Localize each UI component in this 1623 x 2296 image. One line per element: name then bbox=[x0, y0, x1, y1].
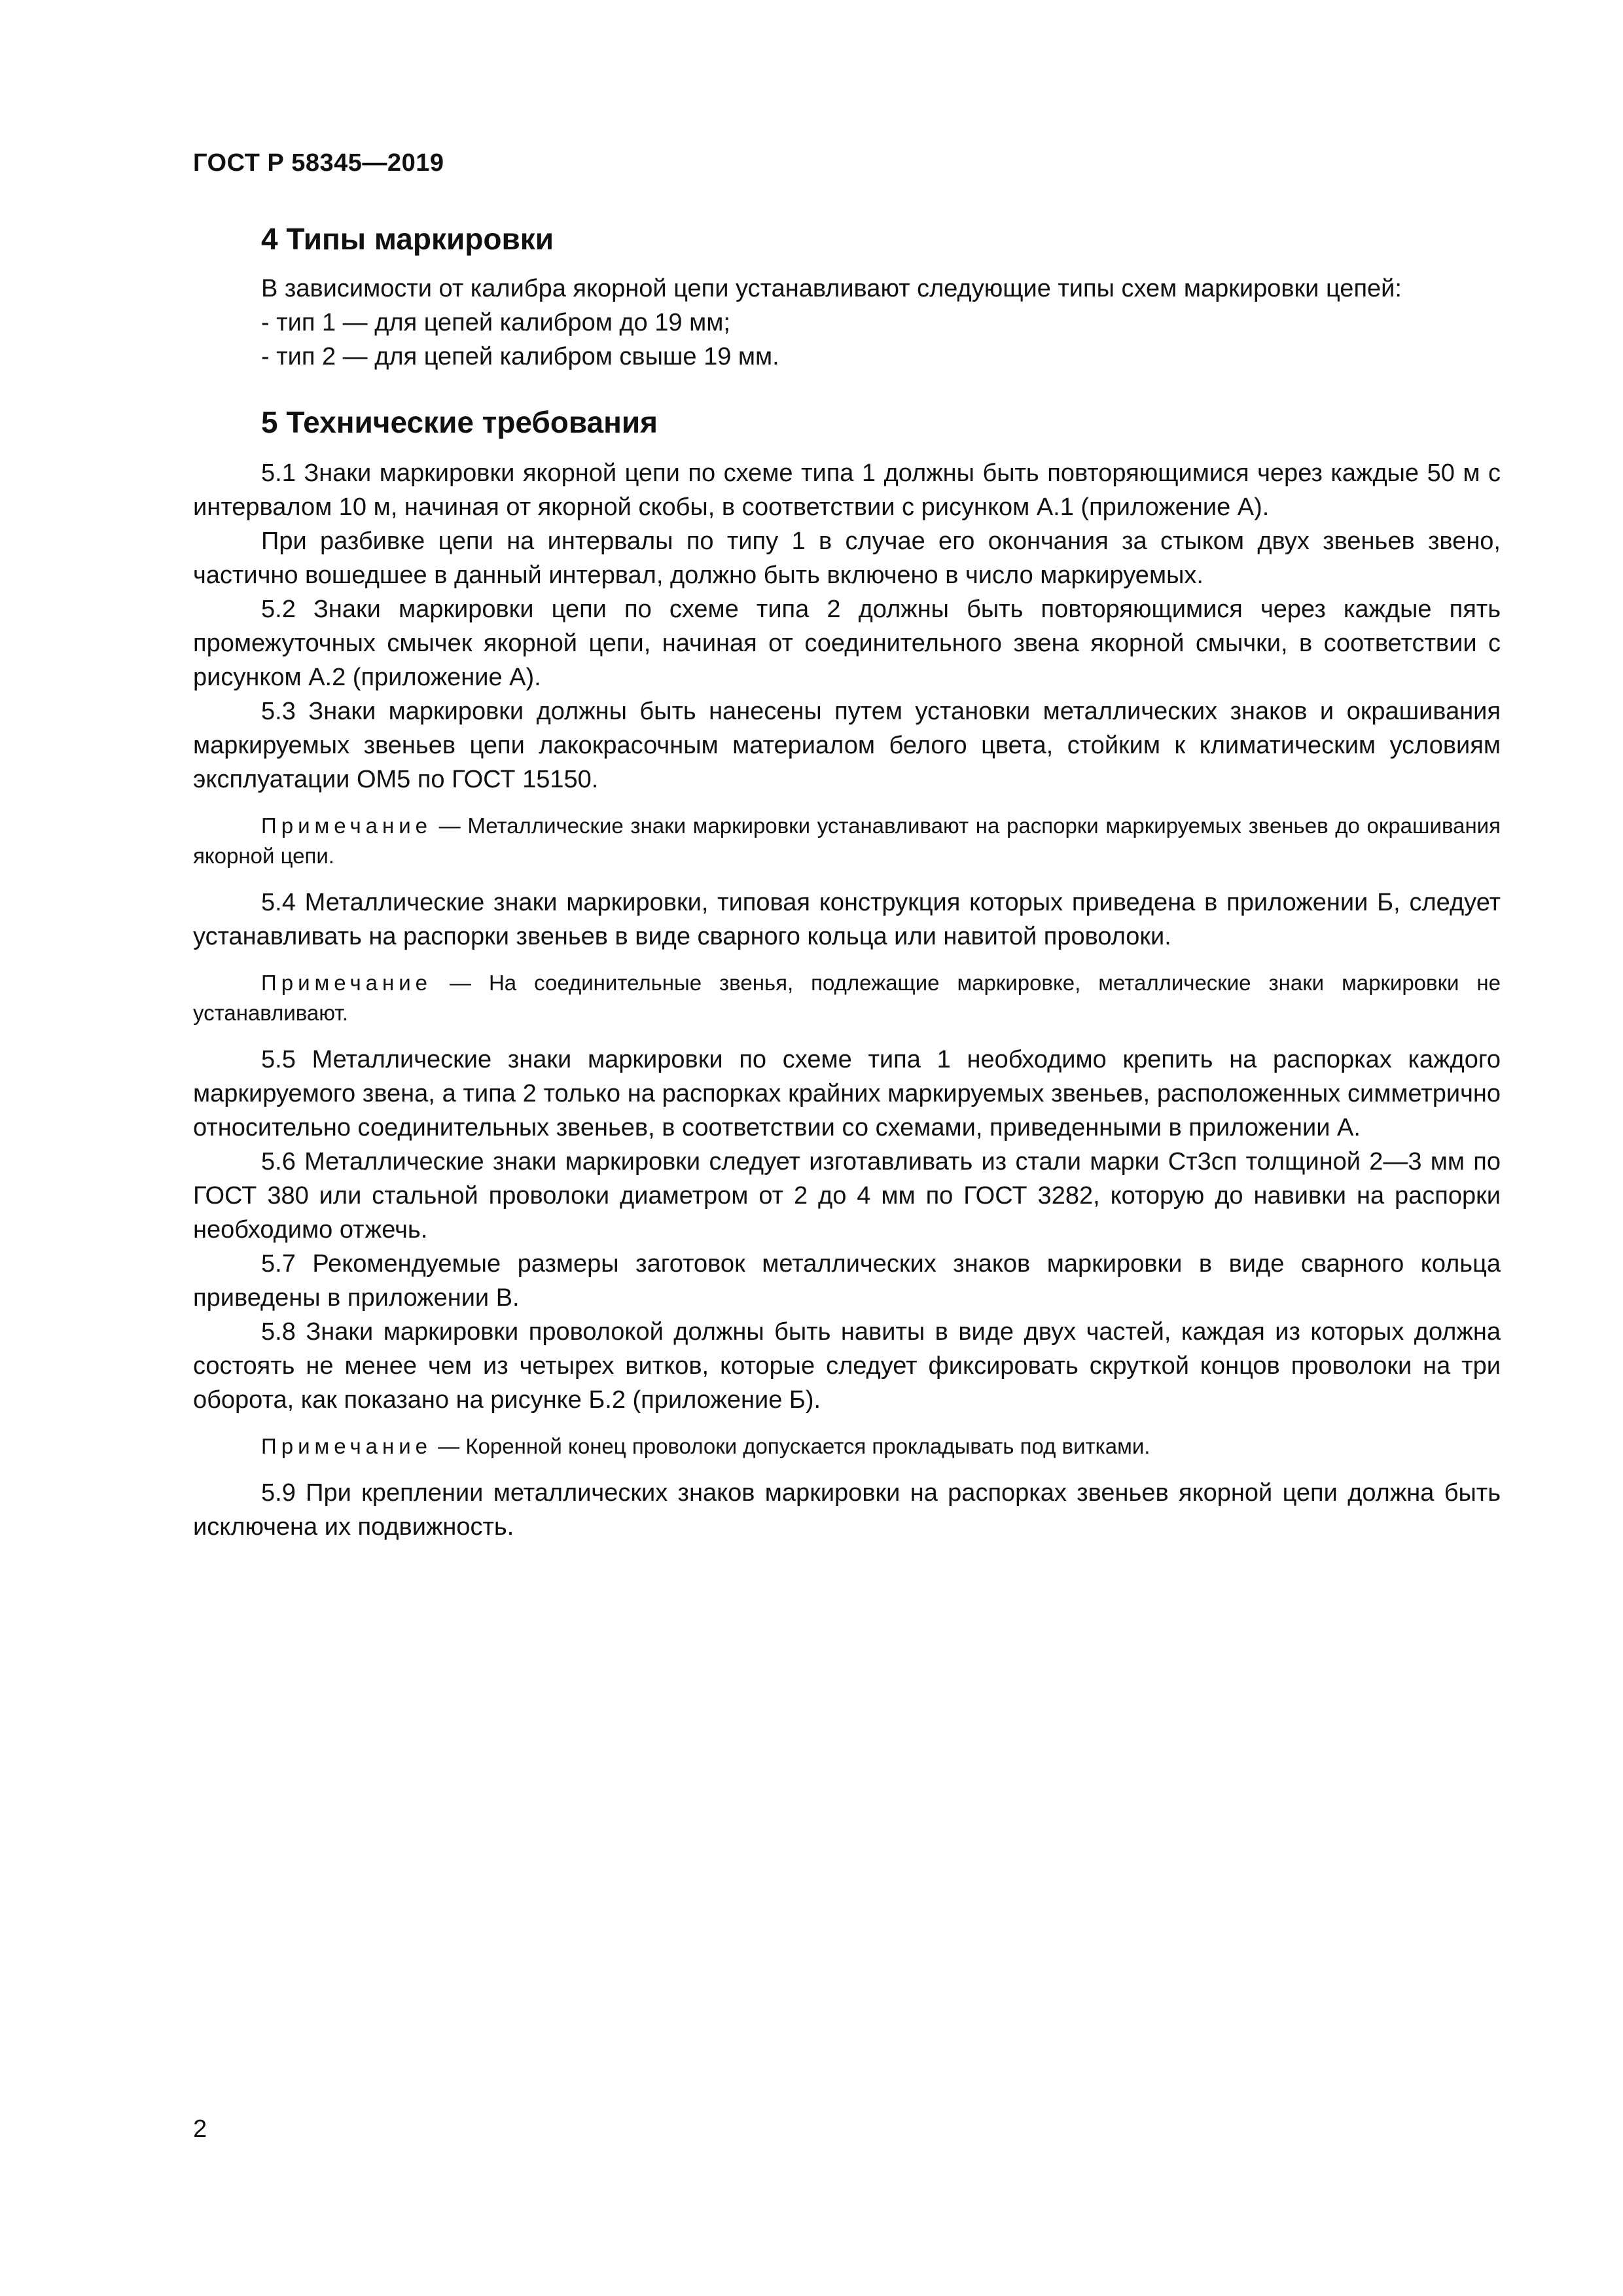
note-text: — Металлические знаки маркировки устанавливают на распорки маркируемых звеньев до окрашивания якорной цепи. bbox=[193, 814, 1501, 868]
paragraph-5-1: 5.1 Знаки маркировки якорной цепи по схеме типа 1 должны быть повторяющимися через каждые 50 м с интервалом 10 м, начиная от якорной скобы, в соответствии с рисунком А.1 (приложение А). bbox=[193, 459, 1501, 521]
paragraph-5-7: 5.7 Рекомендуемые размеры заготовок металлических знаков маркировки в виде сварного кольца приведены в приложении В. bbox=[193, 1250, 1501, 1312]
note-3 bbox=[193, 1431, 1501, 1462]
note-label: Примечание bbox=[261, 1434, 433, 1458]
paragraph-5-3: 5.3 Знаки маркировки должны быть нанесены путем установки металлических знаков и окрашивания маркируемых звеньев цепи лакокрасочным материалом белого цвета, стойким к климатическим условиям эксплуатации ОМ5 по ГОСТ 15150. bbox=[193, 698, 1501, 793]
list-item: - тип 2 — для цепей калибром свыше 19 мм. bbox=[261, 340, 1501, 374]
note-text: — Коренной конец проволоки допускается прокладывать под витками. bbox=[432, 1434, 1150, 1458]
section-5-title: 5 Технические требования bbox=[261, 405, 658, 439]
note-label: Примечание bbox=[261, 971, 433, 995]
paragraph-5-9: 5.9 При креплении металлических знаков маркировки на распорках звеньев якорной цепи должна быть исключена их подвижность. bbox=[193, 1479, 1501, 1541]
document-header: ГОСТ Р 58345—2019 bbox=[193, 149, 444, 177]
note-label: Примечание bbox=[261, 814, 433, 838]
section-4-intro: В зависимости от калибра якорной цепи устанавливают следующие типы схем маркировки цепей: bbox=[261, 275, 1402, 302]
page-number: 2 bbox=[193, 2115, 207, 2143]
paragraph-5-6: 5.6 Металлические знаки маркировки следует изготавливать из стали марки Ст3сп толщиной 2—3 мм по ГОСТ 380 или стальной проволоки диаметром от 2 до 4 мм по ГОСТ 3282, которую до навивки на распорки необходимо отжечь. bbox=[193, 1148, 1501, 1244]
note-1 bbox=[193, 811, 1501, 871]
marking-types-list bbox=[193, 306, 1501, 374]
paragraph-5-4: 5.4 Металлические знаки маркировки, типовая конструкция которых приведена в приложении Б, следует устанавливать на распорки звеньев в виде сварного кольца или навитой проволоки. bbox=[193, 889, 1501, 950]
list-item: - тип 1 — для цепей калибром до 19 мм; bbox=[261, 306, 1501, 340]
document-body bbox=[193, 219, 1501, 1544]
paragraph-5-2: 5.2 Знаки маркировки цепи по схеме типа 2 должны быть повторяющимися через каждые пять промежуточных смычек якорной цепи, начиная от соединительного звена якорной смычки, в соответствии с рисунком А.2 (приложение А). bbox=[193, 596, 1501, 691]
section-4-title: 4 Типы маркировки bbox=[261, 222, 554, 256]
note-2 bbox=[193, 968, 1501, 1028]
paragraph-5-1-continued: При разбивке цепи на интервалы по типу 1 в случае его окончания за стыком двух звеньев звено, частично вошедшее в данный интервал, должно быть включено в число маркируемых. bbox=[193, 528, 1501, 589]
paragraph-5-5: 5.5 Металлические знаки маркировки по схеме типа 1 необходимо крепить на распорках каждого маркируемого звена, а типа 2 только на распорках крайних маркируемых звеньев, расположенных симметрично относительно соединительных звеньев, в соответствии со схемами, приведенными в приложении А. bbox=[193, 1046, 1501, 1141]
paragraph-5-8: 5.8 Знаки маркировки проволокой должны быть навиты в виде двух частей, каждая из которых должна состоять не менее чем из четырех витков, которые следует фиксировать скруткой концов проволоки на три оборота, как показано на рисунке Б.2 (приложение Б). bbox=[193, 1318, 1501, 1414]
note-text: — На соединительные звенья, подлежащие маркировке, металлические знаки маркировки не устанавливают. bbox=[193, 971, 1501, 1025]
